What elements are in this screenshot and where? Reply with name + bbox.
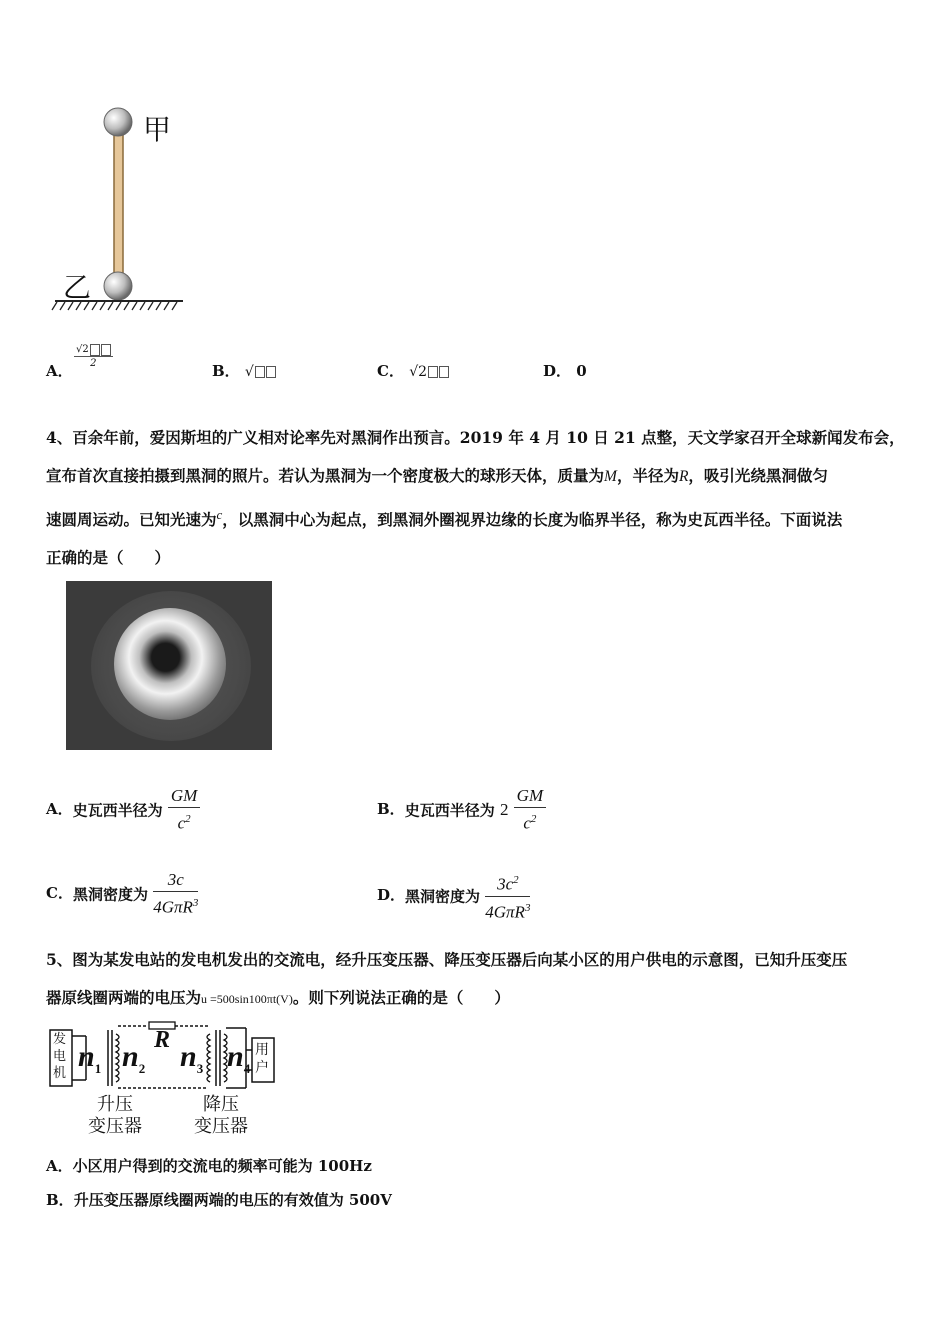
q3-option-a-value: √2 2 (74, 343, 113, 370)
transformer-diagram (46, 1020, 306, 1140)
q3-option-a[interactable] (46, 360, 73, 381)
coil-n1: $n_1$ (78, 1040, 102, 1076)
coil-n2: $n_2$ (122, 1040, 146, 1076)
resistor-label: R (154, 1027, 171, 1053)
q4-stem: 4、百余年前，爱因斯坦的广义相对论率先对黑洞作出预言。2019 年 4 月 10 日 21 点整，天文学家召开全球新闻发布会， 宣布首次直接拍摄到黑洞的照片。若认为黑洞为一个密度极大的球形天体，质量为M，半径为R，吸引光绕黑洞做匀 速圆周运动。已知光速为$^c$，以黑洞中心为起点，到黑洞外圈视界边缘的长度为临界半径，称为史瓦西半径。下面说法 正确的是（ ） (46, 419, 926, 577)
q4-option-d[interactable]: D．黑洞密度为 $\frac{3c^2}{4G\pi R^3}$ (377, 869, 530, 923)
option-value: 0 (576, 362, 587, 380)
step-up-label: 升压 变压器 (88, 1094, 142, 1137)
q4-option-a[interactable]: A．史瓦西半径为 $\frac{GM}{c^2}$ (46, 785, 200, 835)
label-yi: 乙 (63, 271, 92, 304)
symbol-R: R (678, 468, 689, 485)
user-label: 用户 (255, 1042, 269, 1076)
generator-label: 发电机 (53, 1032, 67, 1081)
option-label: B． (212, 362, 240, 380)
option-label: D． (543, 362, 572, 380)
voltage-formula: u =500sin100πt(V) (201, 992, 293, 1006)
q4-line4: 正确的是（ ） (46, 548, 171, 568)
option-label: A． (46, 362, 73, 380)
coil-n3: $n_3$ (180, 1040, 204, 1076)
fraction: $\frac{GM}{c^2}$ (168, 785, 200, 835)
black-hole-image (66, 581, 272, 750)
step-down-label: 降压 变压器 (194, 1094, 248, 1137)
q5-line1: 5、图为某发电站的发电机发出的交流电，经升压变压器、降压变压器后向某小区的用户供电的示意图，已知升压变压 (46, 950, 848, 969)
fraction: $\frac{3c}{4G\pi R^3}$ (153, 870, 199, 917)
symbol-c: c (216, 507, 223, 522)
q5-option-a[interactable]: A．小区用户得到的交流电的频率可能为 100Hz (46, 1157, 372, 1175)
fraction: $\frac{GM}{c^2}$ (514, 785, 546, 835)
q5-option-b[interactable]: B．升压变压器原线圈两端的电压的有效值为 500V (46, 1191, 392, 1209)
ball-yi (104, 272, 132, 300)
q5-stem: 5、图为某发电站的发电机发出的交流电，经升压变压器、降压变压器后向某小区的用户供电的示意图，已知升压变压 器原线圈两端的电压为u =500sin100πt(V)。则下列说法正确的是（ ） (46, 941, 926, 1018)
q4-option-b[interactable]: B．史瓦西半径为 2 $\frac{GM}{c^2}$ (377, 785, 546, 835)
q4-option-c[interactable]: C．黑洞密度为 $\frac{3c}{4G\pi R^3}$ (46, 870, 199, 917)
q4-line1: 4、百余年前，爱因斯坦的广义相对论率先对黑洞作出预言。2019 年 4 月 10 日 21 点整，天文学家召开全球新闻发布会， (46, 428, 905, 447)
fraction: $\frac{3c^2}{4G\pi R^3}$ (485, 869, 530, 923)
rod (114, 130, 123, 288)
q3-option-b[interactable]: B． √ (212, 360, 276, 381)
ball-jia (104, 108, 132, 136)
coil-n4: $n_4$ (227, 1040, 251, 1076)
option-label: C． (377, 362, 404, 380)
symbol-M: M (604, 468, 617, 485)
q3-option-d[interactable] (543, 360, 587, 381)
label-jia: 甲 (143, 113, 172, 146)
q3-option-c[interactable]: C． √2 (377, 360, 449, 381)
